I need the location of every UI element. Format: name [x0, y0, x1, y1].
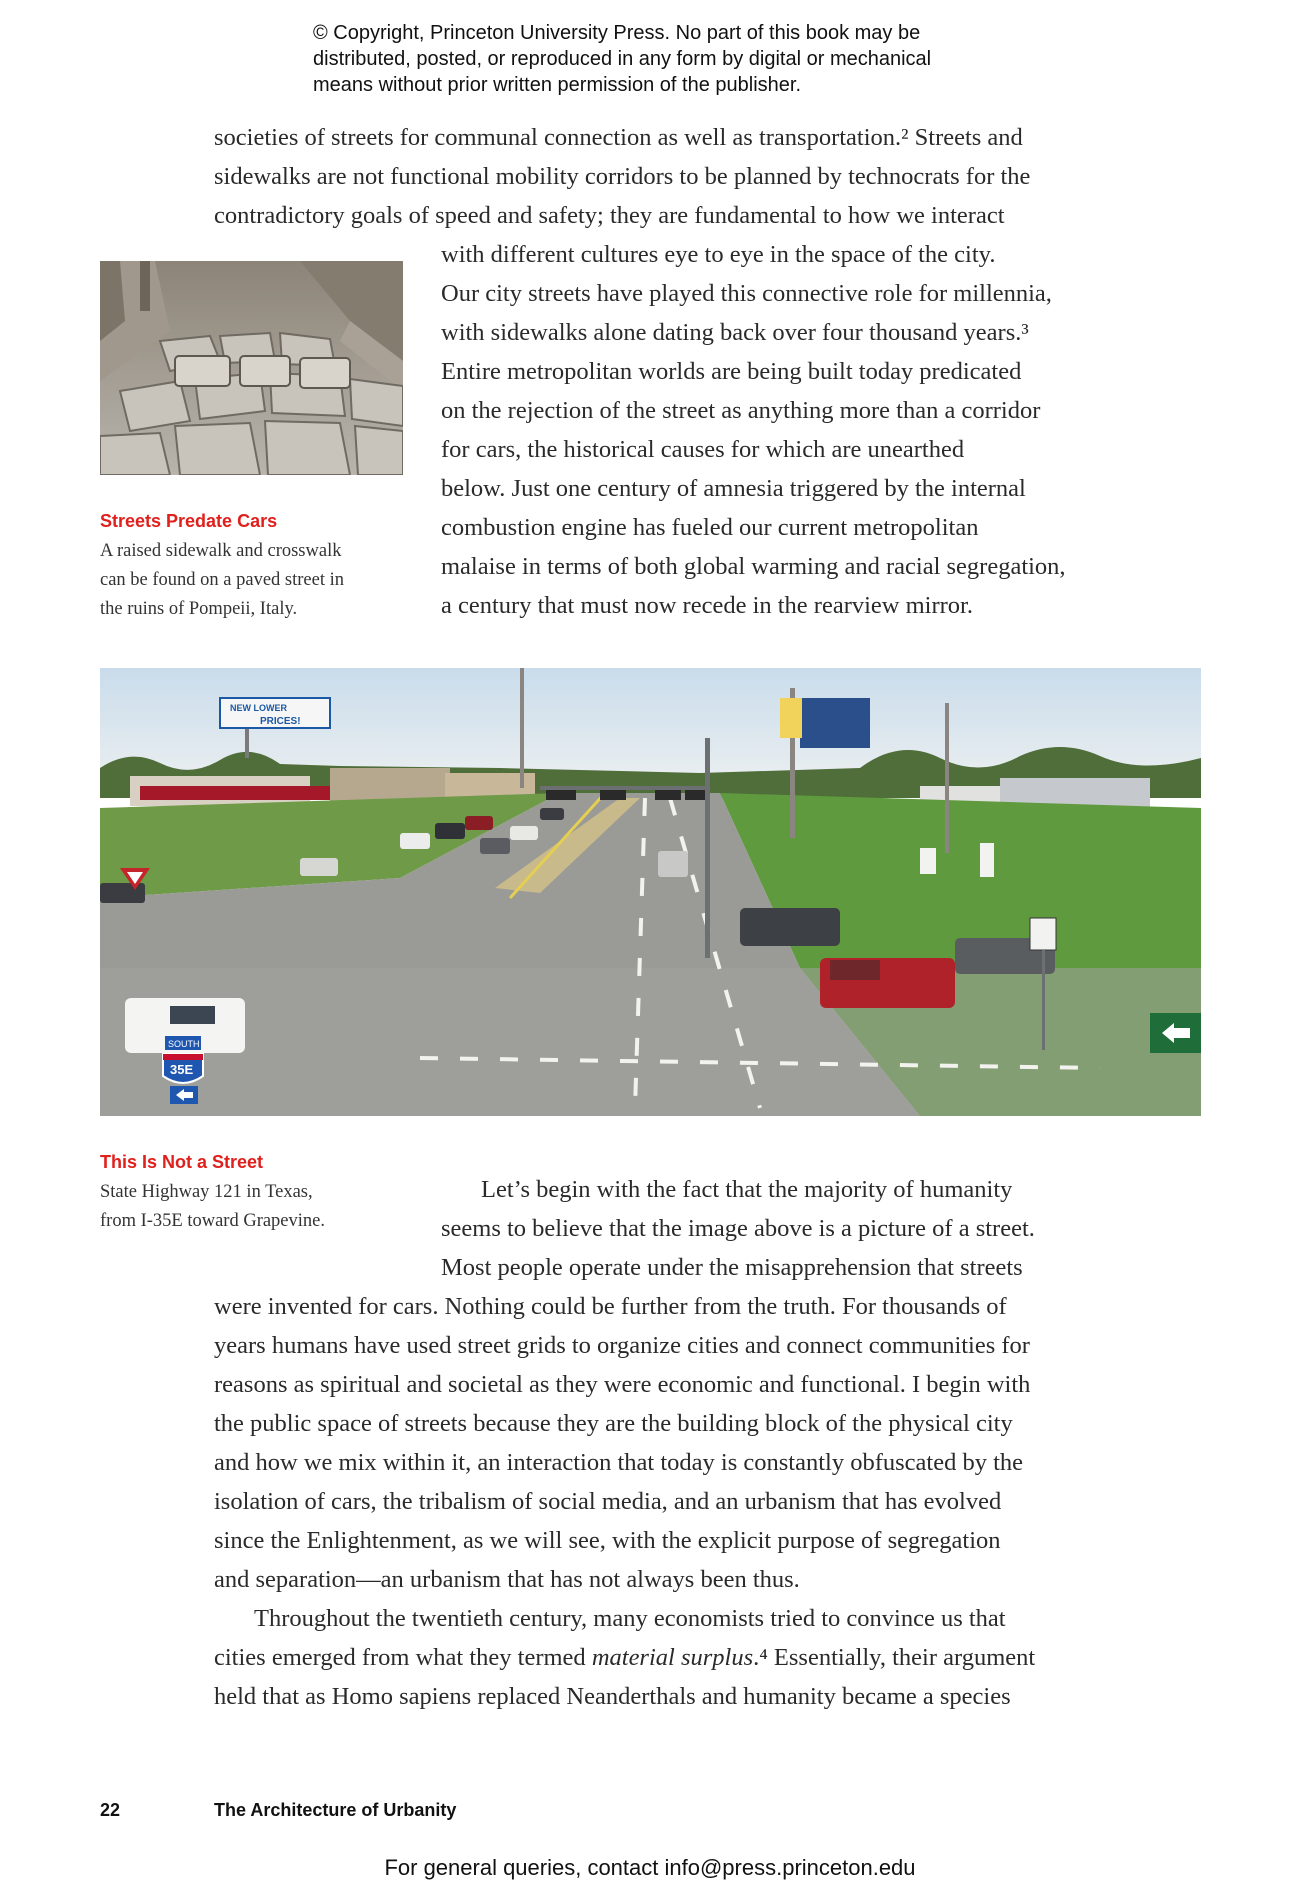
- figure-1-title: Streets Predate Cars: [100, 511, 278, 531]
- text-line: years humans have used street grids to organize cities and connect communities for: [214, 1332, 1030, 1359]
- figure-1-caption: [100, 537, 344, 624]
- text-line: combustion engine has fueled our current metropolitan: [441, 514, 979, 541]
- caption-line: State Highway 121 in Texas,: [100, 1182, 313, 1202]
- text-line: with sidewalks alone dating back over four thousand years.³: [441, 319, 1029, 346]
- billboard-text-2: PRICES!: [260, 716, 301, 727]
- text-segment: cities emerged from what they termed: [214, 1644, 592, 1671]
- text-line: with different cultures eye to eye in the space of the city.: [441, 241, 996, 268]
- text-line: on the rejection of the street as anything more than a corridor: [441, 397, 1041, 424]
- text-line: and separation—an urbanism that has not always been thus.: [214, 1566, 800, 1593]
- shield-south-text: SOUTH: [168, 1039, 200, 1049]
- copyright-line: © Copyright, Princeton University Press. No part of this book may be: [313, 22, 921, 44]
- pompeii-street-photo: [100, 261, 403, 475]
- contact-note: For general queries, contact info@press.princeton.edu: [384, 1855, 916, 1880]
- text-line: Let’s begin with the fact that the majority of humanity: [481, 1176, 1013, 1203]
- caption-line: A raised sidewalk and crosswalk: [100, 541, 342, 561]
- figure-2-caption: [100, 1178, 325, 1236]
- text-line: seems to believe that the image above is a picture of a street.: [441, 1215, 1035, 1242]
- caption-line: the ruins of Pompeii, Italy.: [100, 599, 298, 619]
- text-line: reasons as spiritual and societal as they were economic and functional. I begin with: [214, 1371, 1031, 1398]
- body-paragraph-bottom-wide: [214, 1287, 1035, 1716]
- text-line-with-emphasis: [214, 1638, 1035, 1677]
- body-paragraph-top-narrow: [441, 235, 1066, 625]
- text-line: Entire metropolitan worlds are being built today predicated: [441, 358, 1022, 385]
- text-line: held that as Homo sapiens replaced Neanderthals and humanity became a species: [214, 1683, 1011, 1710]
- billboard-text-1: NEW LOWER: [230, 703, 287, 713]
- copyright-notice: [313, 20, 1033, 98]
- text-line: Most people operate under the misapprehension that streets: [441, 1254, 1023, 1281]
- page-number: 22: [100, 1800, 121, 1820]
- text-line: sidewalks are not functional mobility corridors to be planned by technocrats for the: [214, 163, 1031, 190]
- body-paragraph-bottom-narrow: [441, 1170, 1035, 1287]
- text-line: Throughout the twentieth century, many economists tried to convince us that: [254, 1605, 1006, 1632]
- caption-line: can be found on a paved street in: [100, 570, 345, 590]
- text-segment: .⁴ Essentially, their argument: [753, 1644, 1036, 1671]
- copyright-line: means without prior written permission of the publisher.: [313, 74, 802, 96]
- text-line: contradictory goals of speed and safety; they are fundamental to how we interact: [214, 202, 1005, 229]
- caption-line: from I-35E toward Grapevine.: [100, 1211, 325, 1231]
- copyright-line: distributed, posted, or reproduced in any form by digital or mechanical: [313, 48, 932, 70]
- figure-2-title: This Is Not a Street: [100, 1152, 264, 1172]
- emphasis-material-surplus: material surplus: [591, 1644, 754, 1671]
- text-line: isolation of cars, the tribalism of social media, and an urbanism that has evolved: [214, 1488, 1002, 1515]
- text-line: and how we mix within it, an interaction that today is constantly obfuscated by the: [214, 1449, 1024, 1476]
- text-line: a century that must now recede in the rearview mirror.: [441, 592, 973, 619]
- text-line: societies of streets for communal connection as well as transportation.² Streets and: [214, 124, 1023, 151]
- text-line: for cars, the historical causes for which are unearthed: [441, 436, 965, 463]
- running-head: The Architecture of Urbanity: [214, 1800, 457, 1820]
- text-line: since the Enlightenment, as we will see, with the explicit purpose of segregation: [214, 1527, 1001, 1554]
- text-line: the public space of streets because they are the building block of the physical city: [214, 1410, 1013, 1437]
- text-line: Our city streets have played this connective role for millennia,: [441, 280, 1052, 307]
- text-line: were invented for cars. Nothing could be further from the truth. For thousands of: [214, 1293, 1007, 1320]
- shield-35e-text: 35E: [170, 1062, 194, 1077]
- text-line: below. Just one century of amnesia triggered by the internal: [441, 475, 1026, 502]
- texas-highway-photo: [100, 668, 1201, 1116]
- text-line: malaise in terms of both global warming and racial segregation,: [441, 553, 1066, 580]
- body-paragraph-top-wide: [214, 118, 1030, 235]
